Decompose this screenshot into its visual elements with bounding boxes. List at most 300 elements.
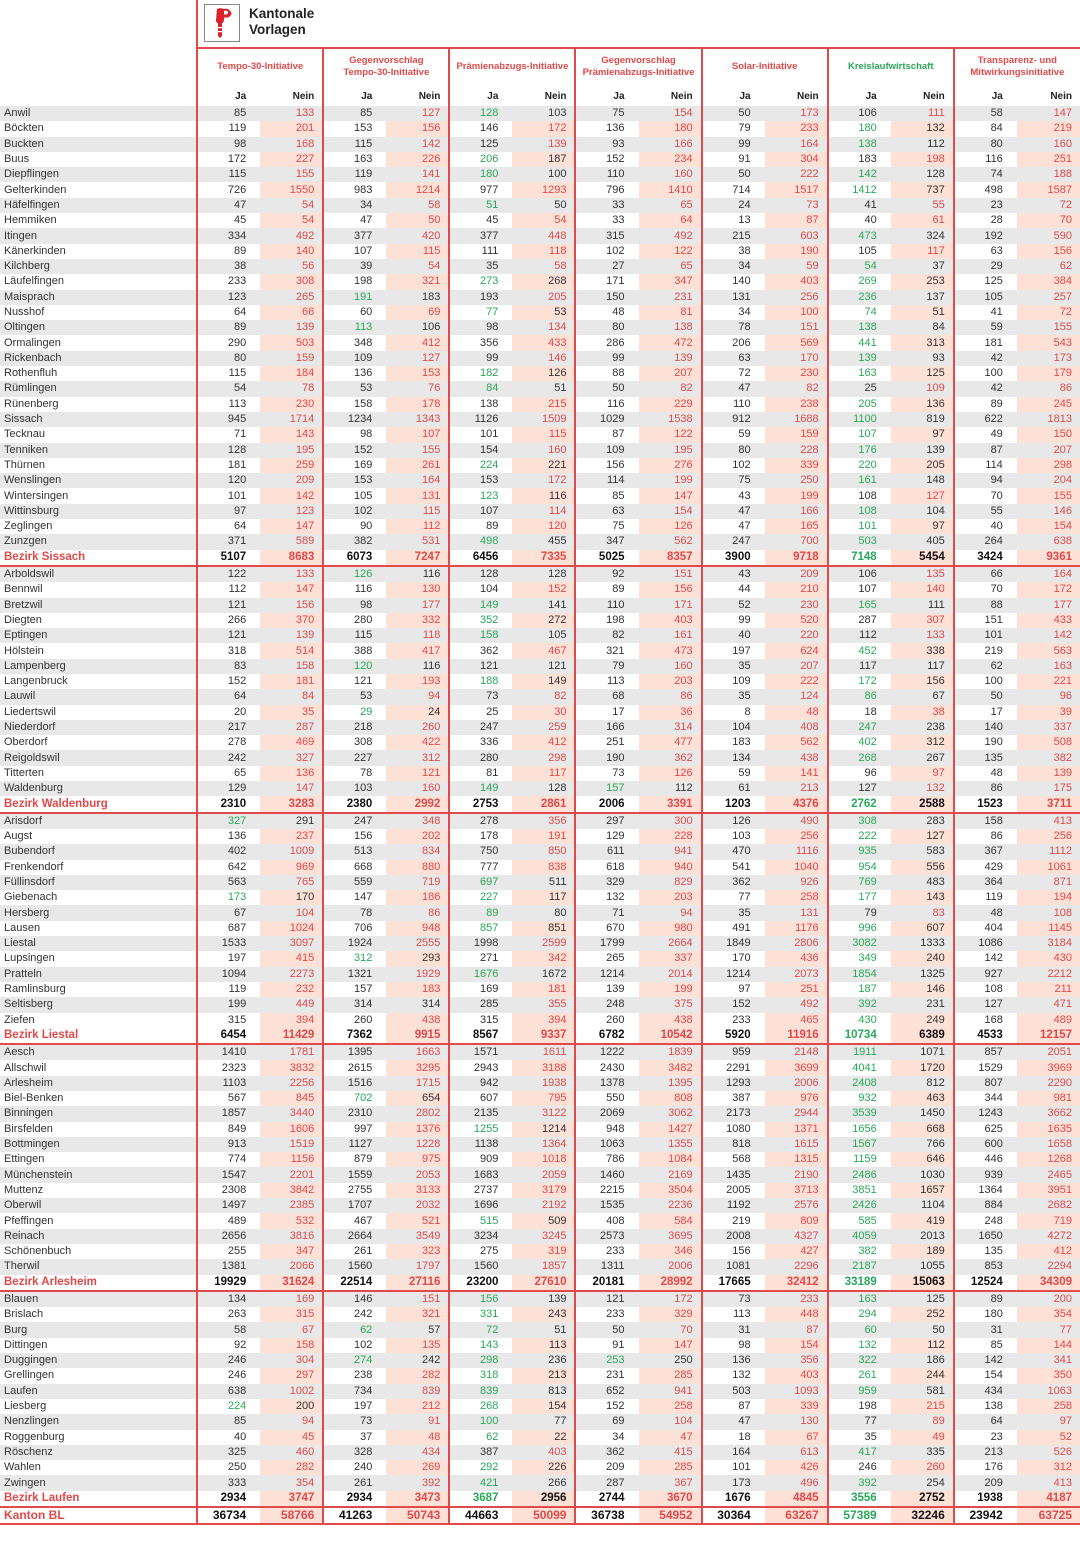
ja-value: 75 xyxy=(575,106,638,121)
ja-value: 83 xyxy=(197,659,260,674)
municipality-name: Lampenberg xyxy=(0,659,197,674)
ja-value: 99 xyxy=(575,351,638,366)
ja-value: 161 xyxy=(828,473,891,488)
nein-value: 1714 xyxy=(260,412,323,427)
ja-value: 47 xyxy=(702,504,765,519)
ja-value: 112 xyxy=(828,628,891,643)
ja-value: 242 xyxy=(323,1307,386,1322)
ja-value: 192 xyxy=(954,228,1017,243)
ja-value: 371 xyxy=(197,534,260,549)
nein-value: 1371 xyxy=(765,1122,828,1137)
nein-value: 562 xyxy=(639,534,702,549)
nein-value: 135 xyxy=(891,566,954,582)
ja-value: 30364 xyxy=(702,1507,765,1524)
nein-value: 27610 xyxy=(512,1275,575,1291)
ja-value: 2323 xyxy=(197,1060,260,1075)
nein-value: 392 xyxy=(386,1475,449,1490)
nein-value: 472 xyxy=(639,335,702,350)
municipality-name: Zeglingen xyxy=(4,520,53,533)
nein-value: 3662 xyxy=(1017,1106,1080,1121)
nein-value: 341 xyxy=(1017,1353,1080,1368)
ja-value: 119 xyxy=(323,167,386,182)
nein-value: 139 xyxy=(1017,766,1080,781)
nein-value: 136 xyxy=(891,397,954,412)
ja-value: 687 xyxy=(197,921,260,936)
nein-value: 32246 xyxy=(891,1507,954,1524)
ja-value: 3539 xyxy=(828,1106,891,1121)
nein-value: 668 xyxy=(891,1122,954,1137)
ja-value: 1127 xyxy=(323,1137,386,1152)
ja-value: 1243 xyxy=(954,1106,1017,1121)
nein-value: 184 xyxy=(260,366,323,381)
ja-value: 59 xyxy=(702,427,765,442)
nein-value: 120 xyxy=(512,519,575,534)
municipality-name: Oberdorf xyxy=(4,736,48,749)
ja-value: 108 xyxy=(954,982,1017,997)
ja-value: 248 xyxy=(954,1213,1017,1228)
nein-value: 603 xyxy=(765,228,828,243)
nein-value: 154 xyxy=(765,1338,828,1353)
ja-value: 86 xyxy=(828,689,891,704)
nein-value: 583 xyxy=(891,844,954,859)
nein-value: 54 xyxy=(260,213,323,228)
ja-value: 123 xyxy=(197,290,260,305)
ja-value: 40 xyxy=(954,519,1017,534)
ja-value: 287 xyxy=(575,1475,638,1490)
municipality-name: Rothenfluh xyxy=(4,367,58,380)
nein-value: 258 xyxy=(765,890,828,905)
ja-value: 82 xyxy=(575,628,638,643)
nein-value: 233 xyxy=(765,121,828,136)
nein-value: 154 xyxy=(639,106,702,121)
ja-value: 80 xyxy=(575,320,638,335)
ja-value: 29 xyxy=(323,705,386,720)
nein-value: 813 xyxy=(512,1384,575,1399)
ja-value: 1676 xyxy=(449,967,512,982)
municipality-name: Rümlingen xyxy=(0,381,197,396)
ja-value: 81 xyxy=(449,766,512,781)
ja-value: 2426 xyxy=(828,1198,891,1213)
nein-value: 122 xyxy=(639,427,702,442)
nein-value: 256 xyxy=(765,290,828,305)
ja-value: 156 xyxy=(702,1244,765,1259)
table-row xyxy=(0,781,1080,796)
ja-value: 6454 xyxy=(197,1028,260,1044)
ja-value: 134 xyxy=(197,1291,260,1307)
ja-value: 541 xyxy=(702,860,765,875)
ja-value: 136 xyxy=(575,121,638,136)
ja-value: 352 xyxy=(449,613,512,628)
ja-value: 1081 xyxy=(702,1259,765,1274)
nein-value: 144 xyxy=(1017,1338,1080,1353)
nein-value: 121 xyxy=(512,659,575,674)
ja-value: 113 xyxy=(702,1307,765,1322)
nein-value: 829 xyxy=(639,875,702,890)
nein-value: 166 xyxy=(765,504,828,519)
ja-value: 382 xyxy=(828,1244,891,1259)
nein-value: 1519 xyxy=(260,1137,323,1152)
ja-value: 47 xyxy=(323,213,386,228)
ja-value: 119 xyxy=(954,890,1017,905)
ja-value: 88 xyxy=(954,598,1017,613)
ja-value: 79 xyxy=(702,121,765,136)
ja-value: 220 xyxy=(828,458,891,473)
nein-value: 154 xyxy=(512,1399,575,1414)
ja-value: 41263 xyxy=(323,1507,386,1524)
ja-value: 948 xyxy=(575,1122,638,1137)
nein-value: 160 xyxy=(639,659,702,674)
nein-value: 142 xyxy=(260,488,323,503)
nein-value: 834 xyxy=(386,844,449,859)
ja-value: 997 xyxy=(323,1122,386,1137)
nein-value: 8683 xyxy=(260,550,323,566)
table-row xyxy=(0,320,1080,335)
nein-value: 153 xyxy=(386,366,449,381)
nein-value: 808 xyxy=(639,1091,702,1106)
ja-value: 85 xyxy=(954,1338,1017,1353)
name-column-header xyxy=(0,48,197,86)
municipality-name: Wittinsburg xyxy=(0,504,197,519)
nein-value: 243 xyxy=(512,1307,575,1322)
table-row xyxy=(0,905,1080,920)
district-total-row xyxy=(0,1028,1080,1044)
ja-value: 954 xyxy=(828,860,891,875)
nein-value: 465 xyxy=(765,1013,828,1028)
ja-value: 105 xyxy=(954,290,1017,305)
ja-value: 173 xyxy=(197,890,260,905)
ja-value: 7362 xyxy=(323,1028,386,1044)
municipality-name: Diegten xyxy=(4,613,42,626)
municipality-name: Maisprach xyxy=(0,290,197,305)
ja-value: 333 xyxy=(197,1475,260,1490)
table-row xyxy=(0,813,1080,829)
ja-value: 53 xyxy=(323,381,386,396)
municipality-name: Tecknau xyxy=(4,428,45,441)
ja-value: 53 xyxy=(323,689,386,704)
nein-value: 737 xyxy=(891,182,954,197)
ja-value: 215 xyxy=(702,228,765,243)
municipality-name: Ettingen xyxy=(4,1153,45,1166)
nein-value: 253 xyxy=(891,274,954,289)
ja-value: 78 xyxy=(323,766,386,781)
nein-value: 250 xyxy=(639,1353,702,1368)
ja-value: 2762 xyxy=(828,796,891,812)
ja-value: 85 xyxy=(575,488,638,503)
nein-value: 114 xyxy=(512,504,575,519)
nein-value: 304 xyxy=(765,152,828,167)
nein-value: 812 xyxy=(891,1076,954,1091)
nein-value: 107 xyxy=(386,427,449,442)
nein-value: 56 xyxy=(260,259,323,274)
ja-value: 404 xyxy=(954,921,1017,936)
ja-value: 127 xyxy=(828,781,891,796)
nein-column-header: Nein xyxy=(923,90,945,102)
nein-value: 382 xyxy=(1017,750,1080,765)
ja-value: 156 xyxy=(449,1291,512,1307)
nein-value: 36 xyxy=(639,705,702,720)
ja-value: 50 xyxy=(702,167,765,182)
ja-value: 191 xyxy=(323,290,386,305)
nein-value: 205 xyxy=(512,290,575,305)
nein-value: 7335 xyxy=(512,550,575,566)
municipality-name: Rünenberg xyxy=(4,397,59,410)
ja-value: 60 xyxy=(828,1322,891,1337)
table-row xyxy=(0,890,1080,905)
municipality-name: Brislach xyxy=(4,1308,44,1321)
nein-value: 186 xyxy=(891,1353,954,1368)
table-row xyxy=(0,198,1080,213)
ja-value: 106 xyxy=(828,106,891,121)
ja-value: 336 xyxy=(449,735,512,750)
municipality-name: Eptingen xyxy=(0,628,197,643)
ja-value: 152 xyxy=(323,443,386,458)
ja-value: 149 xyxy=(449,781,512,796)
nein-value: 11916 xyxy=(765,1028,828,1044)
nein-value: 492 xyxy=(765,997,828,1012)
nein-value: 394 xyxy=(512,1013,575,1028)
ja-value: 101 xyxy=(954,628,1017,643)
nein-value: 173 xyxy=(1017,351,1080,366)
municipality-name: Pfeffingen xyxy=(4,1214,54,1227)
municipality-name: Nusshof xyxy=(4,306,45,318)
ja-value: 4041 xyxy=(828,1060,891,1075)
nein-value: 1268 xyxy=(1017,1152,1080,1167)
proposal-header xyxy=(575,48,701,86)
ja-value: 173 xyxy=(702,1475,765,1490)
nein-value: 563 xyxy=(1017,643,1080,658)
nein-value: 624 xyxy=(765,643,828,658)
municipality-name: Wenslingen xyxy=(0,473,197,488)
ja-value: 38 xyxy=(702,244,765,259)
ja-value: 1998 xyxy=(449,936,512,951)
ja-value: 347 xyxy=(575,534,638,549)
ja-value: 402 xyxy=(197,844,260,859)
nein-value: 156 xyxy=(260,598,323,613)
district-total-row xyxy=(0,550,1080,566)
ja-value: 153 xyxy=(323,473,386,488)
ja-value: 74 xyxy=(954,167,1017,182)
nein-value: 195 xyxy=(639,443,702,458)
ja-value: 23 xyxy=(954,198,1017,213)
nein-value: 155 xyxy=(1017,488,1080,503)
ja-value: 48 xyxy=(954,766,1017,781)
ja-value: 154 xyxy=(449,443,512,458)
ja-value: 33 xyxy=(575,213,638,228)
nein-value: 172 xyxy=(512,473,575,488)
ja-value: 2380 xyxy=(323,796,386,812)
nein-value: 86 xyxy=(386,905,449,920)
ja-value: 2934 xyxy=(197,1491,260,1507)
table-row xyxy=(0,628,1080,643)
ja-value: 1029 xyxy=(575,412,638,427)
ja-value: 136 xyxy=(702,1353,765,1368)
nein-value: 128 xyxy=(512,566,575,582)
ja-value: 104 xyxy=(449,582,512,597)
ja-value: 136 xyxy=(323,366,386,381)
ja-value: 62 xyxy=(323,1322,386,1337)
municipality-name: Rickenbach xyxy=(0,351,197,366)
nein-value: 237 xyxy=(260,829,323,844)
ja-value: 116 xyxy=(575,397,638,412)
nein-value: 321 xyxy=(386,274,449,289)
nein-value: 147 xyxy=(260,519,323,534)
nein-value: 503 xyxy=(260,335,323,350)
nein-value: 327 xyxy=(260,750,323,765)
ja-value: 622 xyxy=(954,412,1017,427)
ja-value: 913 xyxy=(197,1137,260,1152)
ja-value: 110 xyxy=(702,397,765,412)
ja-value: 1159 xyxy=(828,1152,891,1167)
ja-value: 429 xyxy=(954,860,1017,875)
nein-value: 272 xyxy=(512,613,575,628)
nein-value: 161 xyxy=(639,628,702,643)
nein-column-header: Nein xyxy=(292,90,315,102)
page-title-line1: Kantonale xyxy=(249,6,315,21)
ja-value: 1683 xyxy=(449,1167,512,1182)
ja-value: 102 xyxy=(323,1338,386,1353)
ja-value: 178 xyxy=(449,829,512,844)
nein-value: 3440 xyxy=(260,1106,323,1121)
nein-value: 312 xyxy=(1017,1460,1080,1475)
nein-value: 204 xyxy=(1017,473,1080,488)
nein-value: 30 xyxy=(512,705,575,720)
ja-value: 86 xyxy=(954,829,1017,844)
ja-value: 98 xyxy=(323,427,386,442)
ja-value: 939 xyxy=(954,1167,1017,1182)
ja-value: 142 xyxy=(828,167,891,182)
table-row xyxy=(0,860,1080,875)
nein-value: 2806 xyxy=(765,936,828,951)
nein-value: 151 xyxy=(639,566,702,582)
nein-value: 140 xyxy=(891,582,954,597)
ja-value: 430 xyxy=(828,1013,891,1028)
ja-value: 1138 xyxy=(449,1137,512,1152)
ja-value: 246 xyxy=(197,1368,260,1383)
nein-value: 251 xyxy=(765,982,828,997)
ja-value: 6456 xyxy=(449,550,512,566)
nein-value: 313 xyxy=(891,335,954,350)
nein-value: 469 xyxy=(260,735,323,750)
ja-value: 668 xyxy=(323,860,386,875)
nein-value: 2599 xyxy=(512,936,575,951)
nein-value: 319 xyxy=(512,1244,575,1259)
municipality-name: Duggingen xyxy=(0,1353,197,1368)
ja-value: 1529 xyxy=(954,1060,1017,1075)
ja-value: 70 xyxy=(954,488,1017,503)
ja-value: 166 xyxy=(575,720,638,735)
ja-value: 263 xyxy=(197,1307,260,1322)
table-row xyxy=(0,750,1080,765)
table-row xyxy=(0,1167,1080,1182)
nein-value: 1688 xyxy=(765,412,828,427)
nein-value: 135 xyxy=(386,1338,449,1353)
nein-value: 3184 xyxy=(1017,936,1080,951)
nein-value: 116 xyxy=(386,566,449,582)
municipality-name: Diepflingen xyxy=(0,167,197,182)
ja-value: 959 xyxy=(828,1384,891,1399)
ja-value: 63 xyxy=(575,504,638,519)
table-row xyxy=(0,1091,1080,1106)
nein-value: 111 xyxy=(891,598,954,613)
nein-value: 403 xyxy=(639,613,702,628)
ja-value: 163 xyxy=(828,1291,891,1307)
ja-value: 2005 xyxy=(702,1183,765,1198)
nein-value: 3245 xyxy=(512,1229,575,1244)
ja-value: 1560 xyxy=(323,1259,386,1274)
ja-value: 242 xyxy=(197,750,260,765)
nein-value: 638 xyxy=(1017,534,1080,549)
nein-value: 314 xyxy=(639,720,702,735)
nein-value: 337 xyxy=(1017,720,1080,735)
nein-value: 100 xyxy=(512,167,575,182)
ja-value: 2744 xyxy=(575,1491,638,1507)
ja-value: 268 xyxy=(449,1399,512,1414)
nein-value: 1364 xyxy=(512,1137,575,1152)
ja-value: 491 xyxy=(702,921,765,936)
nein-value: 147 xyxy=(639,488,702,503)
nein-value: 187 xyxy=(512,152,575,167)
ja-value: 67 xyxy=(197,905,260,920)
ja-value: 36738 xyxy=(575,1507,638,1524)
nein-value: 76 xyxy=(386,381,449,396)
nein-value: 2576 xyxy=(765,1198,828,1213)
ja-value: 25 xyxy=(449,705,512,720)
nein-value: 981 xyxy=(1017,1091,1080,1106)
table-row xyxy=(0,829,1080,844)
nein-value: 125 xyxy=(891,1291,954,1307)
nein-value: 37 xyxy=(891,259,954,274)
ja-value: 849 xyxy=(197,1122,260,1137)
nein-value: 50099 xyxy=(512,1507,575,1524)
nein-value: 3097 xyxy=(260,936,323,951)
table-row xyxy=(0,1353,1080,1368)
nein-value: 112 xyxy=(891,137,954,152)
ja-value: 99 xyxy=(449,351,512,366)
ja-value: 1255 xyxy=(449,1122,512,1137)
nein-value: 2385 xyxy=(260,1198,323,1213)
ja-value: 112 xyxy=(197,582,260,597)
ja-value: 205 xyxy=(828,397,891,412)
nein-value: 2296 xyxy=(765,1259,828,1274)
nein-value: 108 xyxy=(1017,905,1080,920)
ja-value: 105 xyxy=(828,244,891,259)
ja-value: 312 xyxy=(323,951,386,966)
nein-value: 315 xyxy=(260,1307,323,1322)
nein-value: 230 xyxy=(765,598,828,613)
ja-value: 28 xyxy=(954,213,1017,228)
ja-value: 84 xyxy=(954,121,1017,136)
municipality-name: Langenbruck xyxy=(4,675,68,688)
ja-value: 102 xyxy=(323,504,386,519)
nein-value: 2236 xyxy=(639,1198,702,1213)
ja-value: 247 xyxy=(702,534,765,549)
ja-value: 408 xyxy=(575,1213,638,1228)
nein-value: 1228 xyxy=(386,1137,449,1152)
ja-value: 441 xyxy=(828,335,891,350)
ja-value: 1849 xyxy=(702,936,765,951)
nein-value: 471 xyxy=(1017,997,1080,1012)
nein-value: 93 xyxy=(891,351,954,366)
ja-value: 78 xyxy=(702,320,765,335)
nein-value: 438 xyxy=(765,750,828,765)
ja-value: 233 xyxy=(702,1013,765,1028)
ja-value: 224 xyxy=(197,1399,260,1414)
nein-value: 105 xyxy=(512,628,575,643)
nein-value: 178 xyxy=(386,397,449,412)
ja-value: 287 xyxy=(828,613,891,628)
nein-value: 312 xyxy=(386,750,449,765)
nein-value: 164 xyxy=(765,137,828,152)
